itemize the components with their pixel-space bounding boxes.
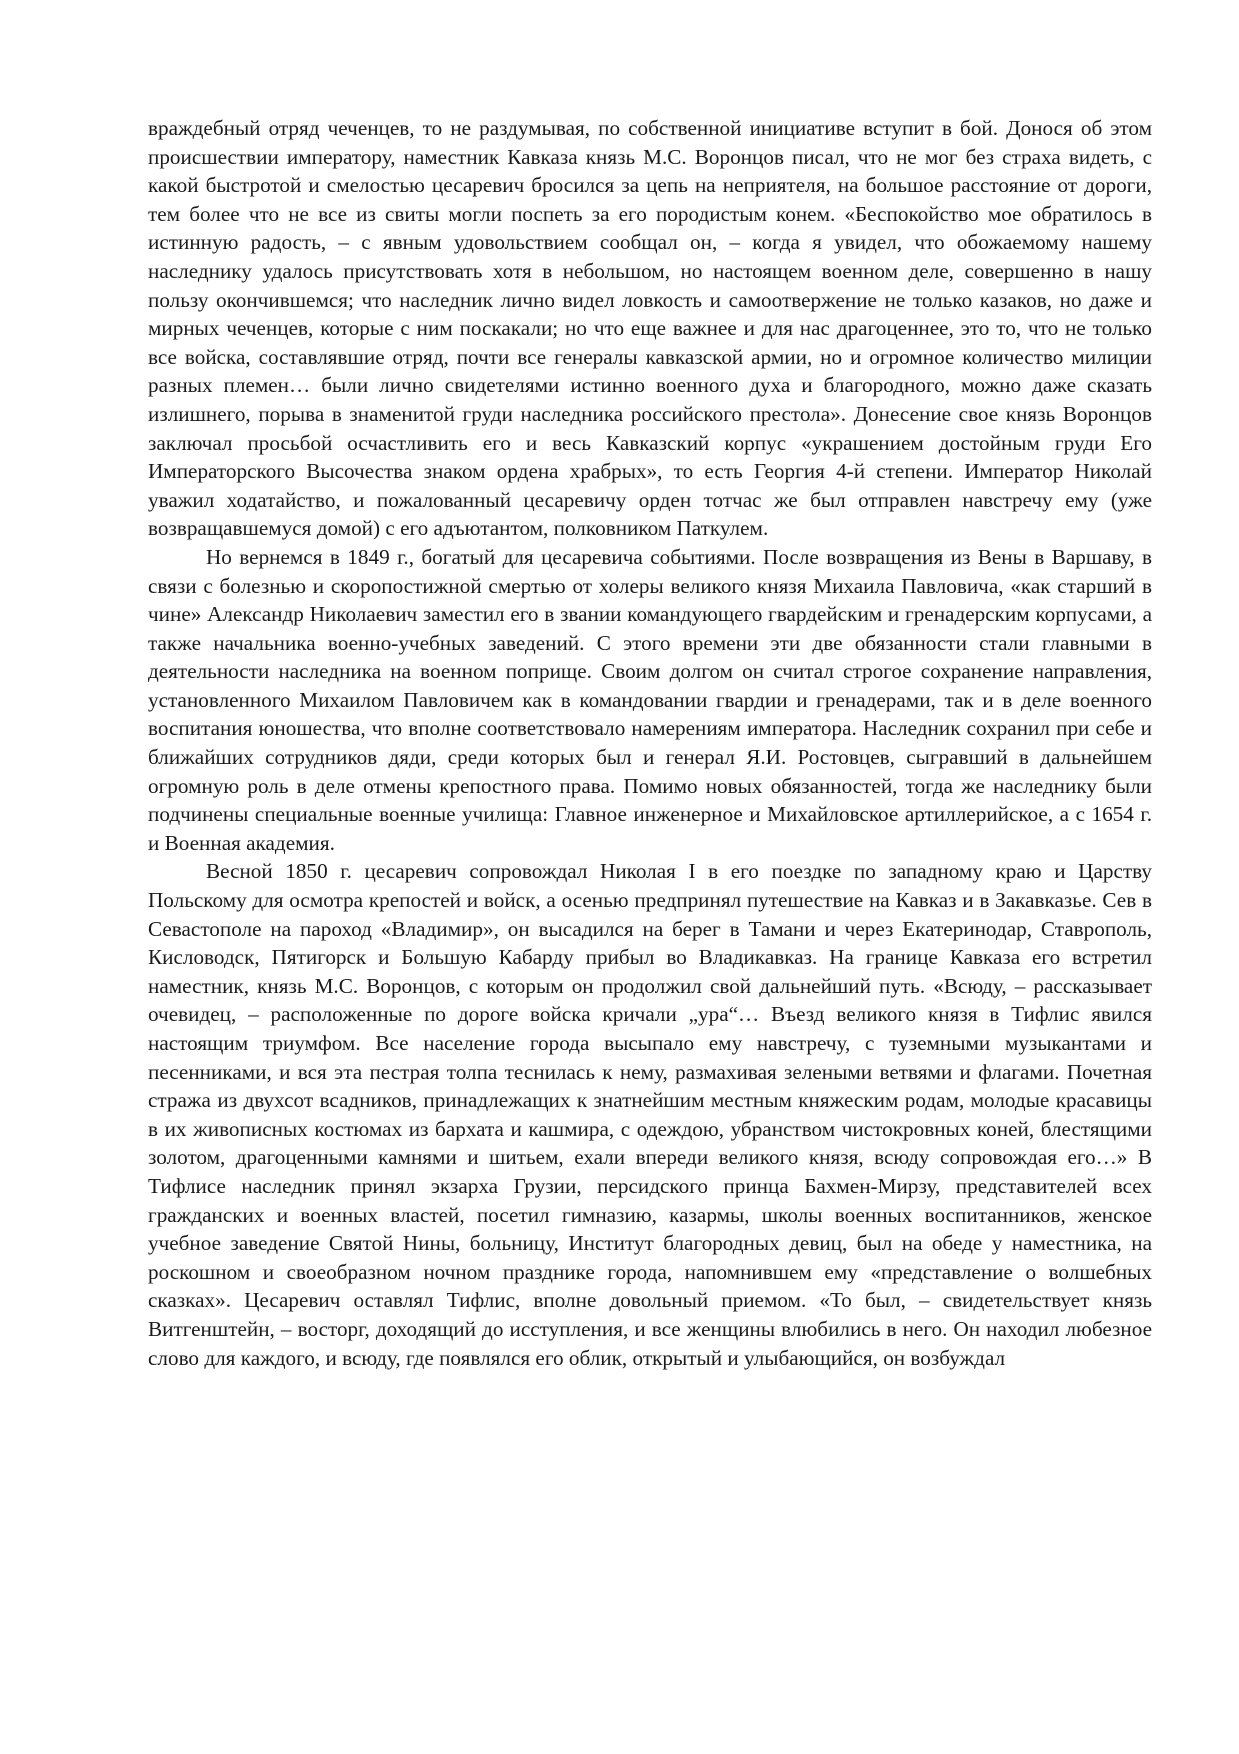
paragraph-1: враждебный отряд чеченцев, то не раздумывая, по собственной инициативе вступит в бой. Донося об этом происшествии императору, наместник Кавказа князь М.С. Воронцов писал, что не мог без страха видеть, с какой быстротой и смелостью цесаревич бросился за цепь на неприятеля, на большое расстояние от дороги, тем более что не все из свиты могли поспеть за его породистым конем. «Беспокойство мое обратилось в истинную радость, – с явным удовольствием сообщал он, – когда я увидел, что обожаемому нашему наследнику удалось присутствовать хотя в небольшом, но настоящем военном деле, совершенно в нашу пользу окончившемся; что наследник лично видел ловкость и самоотвержение не только казаков, но даже и мирных чеченцев, которые с ним поскакали; но что еще важнее и для нас драгоценнее, это то, что не только все войска, составлявшие отряд, почти все генералы кавказской армии, но и огромное количество милиции разных племен… были лично свидетелями истинно военного духа и благородного, можно даже сказать излишнего, порыва в знаменитой груди наследника российского престола». Донесение свое князь Воронцов заключал просьбой осчастливить его и весь Кавказский корпус «украшением достойным груди Его Императорского Высочества знаком ордена храбрых», то есть Георгия 4-й степени. Император Николай уважил ходатайство, и пожалованный цесаревичу орден тотчас же был отправлен навстречу ему (уже возвращавшемуся домой) с его адъютантом, полковником Паткулем. — [148, 116, 1152, 541]
document-page — [148, 114, 1152, 1372]
paragraph-2: Но вернемся в 1849 г., богатый для цесаревича событиями. После возвращения из Вены в Варшаву, в связи с болезнью и скоропостижной смертью от холеры великого князя Михаила Павловича, «как старший в чине» Александр Николаевич заместил его в звании командующего гвардейским и гренадерским корпусами, а также начальника военно-учебных заведений. С этого времени эти две обязанности стали главными в деятельности наследника на военном поприще. Своим долгом он считал строгое сохранение направления, установленного Михаилом Павловичем как в командовании гвардии и гренадерами, так и в деле военного воспитания юношества, что вполне соответствовало намерениям императора. Наследник сохранил при себе и ближайших сотрудников дяди, среди которых был и генерал Я.И. Ростовцев, сыгравший в дальнейшем огромную роль в деле отмены крепостного права. Помимо новых обязанностей, тогда же наследнику были подчинены специальные военные училища: Главное инженерное и Михайловское артиллерийское, а с 1654 г. и Военная академия. — [148, 544, 1152, 855]
paragraph-3: Весной 1850 г. цесаревич сопровождал Николая I в его поездке по западному краю и Царству Польскому для осмотра крепостей и войск, а осенью предпринял путешествие на Кавказ и в Закавказье. Сев в Севастополе на пароход «Владимир», он высадился на берег в Тамани и через Екатеринодар, Ставрополь, Кисловодск, Пятигорск и Большую Кабарду прибыл во Владикавказ. На границе Кавказа его встретил наместник, князь М.С. Воронцов, с которым он продолжил свой дальнейший путь. «Всюду, – рассказывает очевидец, – расположенные по дороге войска кричали „ура“… Въезд великого князя в Тифлис явился настоящим триумфом. Все население города высыпало ему навстречу, с туземными музыкантами и песенниками, и вся эта пестрая толпа теснилась к нему, размахивая зелеными ветвями и флагами. Почетная стража из двухсот всадников, принадлежащих к знатнейшим местным княжеским родам, молодые красавицы в их живописных костюмах из бархата и кашмира, с одеждою, убранством чистокровных коней, блестящими золотом, драгоценными камнями и шитьем, ехали впереди великого князя, всюду сопровождая его…» В Тифлисе наследник принял экзарха Грузии, персидского принца Бахмен-Мирзу, представителей всех гражданских и военных властей, посетил гимназию, казармы, школы военных воспитанников, женское учебное заведение Святой Нины, больницу, Институт благородных девиц, был на обеде у наместника, на роскошном и своеобразном ночном празднике города, напомнившем ему «представление о волшебных сказках». Цесаревич оставлял Тифлис, вполне довольный приемом. «То был, – свидетельствует князь Витгенштейн, – восторг, доходящий до исступления, и все женщины влюбились в него. Он находил любезное слово для каждого, и всюду, где появлялся его облик, открытый и улыбающийся, он возбуждал — [148, 859, 1152, 1370]
